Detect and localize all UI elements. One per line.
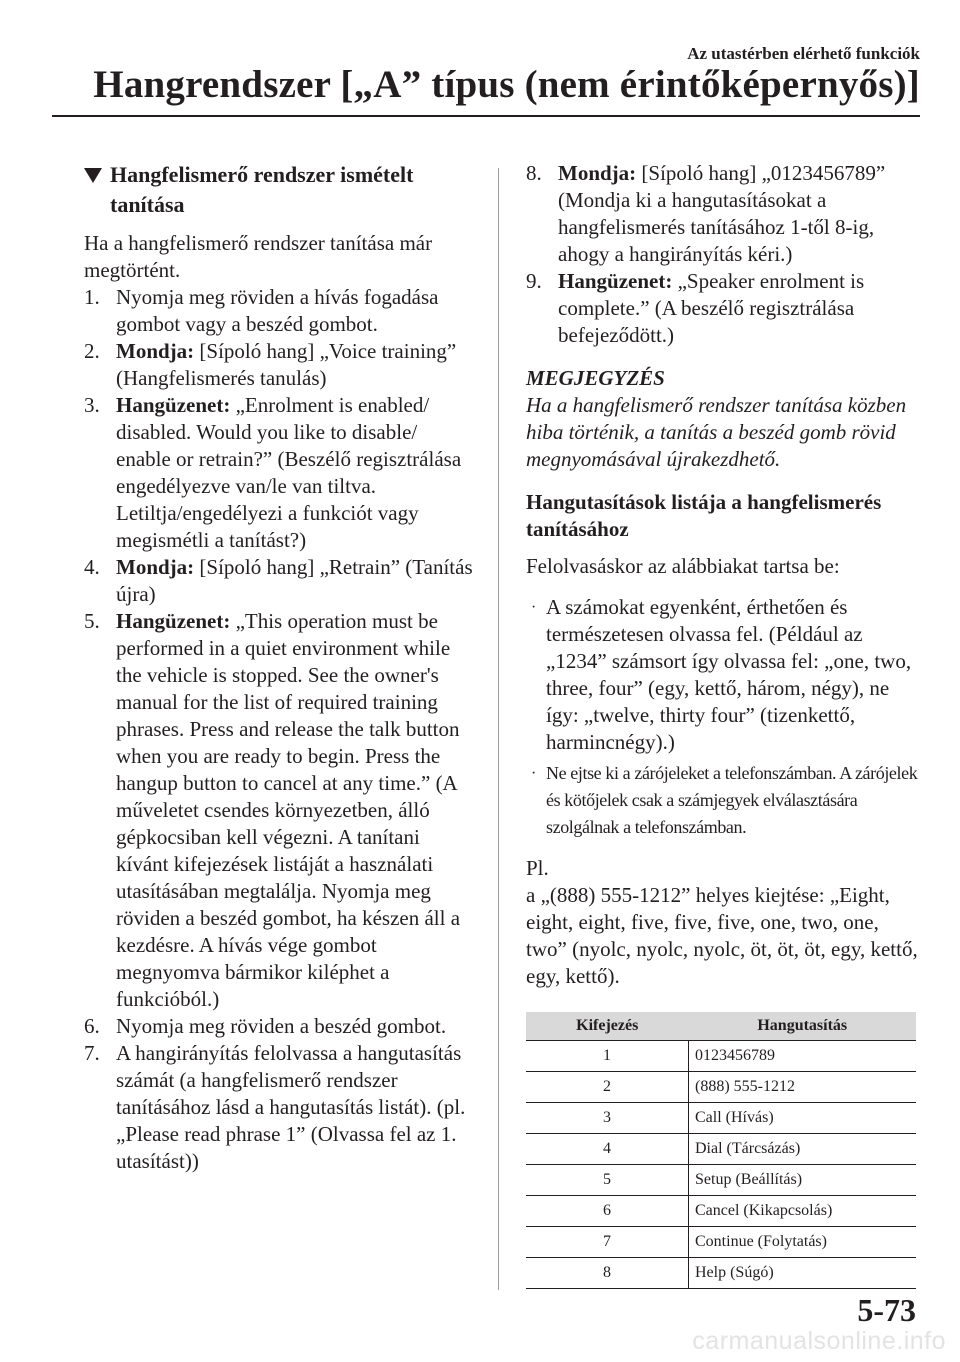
step-number: 2. (84, 339, 100, 363)
step-label: Hangüzenet: (558, 269, 673, 293)
table-cell-phrase: 5 (526, 1165, 689, 1196)
list-heading: Hangutasítások listája a hangfelismerés tanításához (526, 490, 882, 541)
step-item (84, 1040, 474, 1175)
table-cell-command: Help (Súgó) (689, 1258, 917, 1289)
step-number: 5. (84, 609, 100, 633)
step-item (84, 554, 474, 608)
section-heading-line2: tanítása (110, 192, 185, 217)
step-item (526, 160, 918, 268)
table-cell-command: Continue (Folytatás) (689, 1227, 917, 1258)
table-row (526, 1258, 916, 1289)
step-text: „This operation must be performed in a quiet environment while the vehicle is stopped. See the owner's manual for the list of required training phrases. Press and release the talk button when you are ready to begin. Press the hangup button to cancel at any time.” (A műveletet csendes környezetben, álló gépkocsiban kell végezni. A tanítani kívánt kifejezések listáját a használati utasításában megtalálja. Nyomja meg röviden a beszéd gombot, ha készen áll a kezdésre. A hívás vége gombot megnyomva bármikor kiléphet a funkcióból.) (116, 609, 461, 1011)
bullet-dot-icon: · (531, 599, 537, 616)
note-text: Ha a hangfelismerő rendszer tanítása közben hiba történik, a tanítás a beszéd gomb rövid megnyomásával újrakezdhető. (526, 393, 907, 471)
column-divider (498, 168, 499, 1290)
table-cell-command: Setup (Beállítás) (689, 1165, 917, 1196)
table-cell-command: Call (Hívás) (689, 1103, 917, 1134)
table-cell-command: 0123456789 (689, 1041, 917, 1072)
triangle-down-icon (84, 168, 102, 183)
table-cell-command: Cancel (Kikapcsolás) (689, 1196, 917, 1227)
bullet-dot-icon: · (531, 765, 536, 782)
bullet-item (526, 760, 918, 841)
step-text: [Sípoló hang] „Retrain” (Tanítás újra) (116, 555, 473, 606)
step-item (84, 338, 474, 392)
table-row (526, 1134, 916, 1165)
step-item (526, 268, 918, 349)
step-label: Mondja: (116, 555, 195, 579)
step-number: 8. (526, 161, 542, 185)
step-number: 7. (84, 1041, 100, 1065)
reading-intro: Felolvasáskor az alábbiakat tartsa be: (526, 554, 840, 578)
steps-list-right (526, 160, 918, 349)
step-text: [Sípoló hang] „0123456789” (Mondja ki a hangutasításokat a hangfelismerés tanításához 1-től 8-ig, ahogy a hangirányítás kéri.) (558, 161, 886, 266)
example-text: a „(888) 555-1212” helyes kiejtése: „Eight, eight, eight, five, five, five, one, two, one, two” (nyolc, nyolc, nyolc, öt, öt, öt, egy, kettő, egy, kettő). (526, 883, 918, 988)
table-cell-command: Dial (Tárcsázás) (689, 1134, 917, 1165)
table-cell-command: (888) 555-1212 (689, 1072, 917, 1103)
steps-list-left (84, 284, 474, 1175)
step-text: Nyomja meg röviden a beszéd gombot. (116, 1014, 447, 1038)
right-column (526, 160, 918, 1289)
table-row (526, 1227, 916, 1258)
step-label: Hangüzenet: (116, 393, 231, 417)
left-column (84, 160, 474, 1175)
table-cell-phrase: 2 (526, 1072, 689, 1103)
bullet-list (526, 594, 918, 841)
step-label: Hangüzenet: (116, 609, 231, 633)
table-header-phrase: Kifejezés (526, 1012, 689, 1041)
bullet-text: Ne ejtse ki a zárójeleket a telefonszámban. A zárójelek és kötőjelek csak a számjegyek elválasztására szolgálnak a telefonszámban. (546, 763, 918, 837)
bullet-item (526, 594, 918, 756)
step-label: Mondja: (116, 339, 195, 363)
step-item (84, 284, 474, 338)
step-text: „Speaker enrolment is complete.” (A beszélő regisztrálása befejeződött.) (558, 269, 865, 347)
step-text: [Sípoló hang] „Voice training” (Hangfelismerés tanulás) (116, 339, 457, 390)
step-number: 3. (84, 393, 100, 417)
table-row (526, 1165, 916, 1196)
intro-paragraph: Ha a hangfelismerő rendszer tanítása már megtörtént. (84, 231, 433, 282)
step-number: 4. (84, 555, 100, 579)
step-text: Nyomja meg röviden a hívás fogadása gombot vagy a beszéd gombot. (116, 285, 439, 336)
step-item (84, 608, 474, 1013)
page-title: Hangrendszer [„A” típus (nem érintőképernyős)] (93, 63, 920, 106)
section-title: Az utastérben elérhető funkciók (687, 44, 920, 63)
table-header-command: Hangutasítás (689, 1012, 917, 1041)
step-item (84, 392, 474, 554)
watermark: carmanualsonline.info (692, 1327, 946, 1355)
phrase-table (526, 1012, 916, 1289)
step-number: 1. (84, 285, 100, 309)
example-label: Pl. (526, 856, 549, 880)
note-title: MEGJEGYZÉS (526, 366, 665, 390)
table-row (526, 1103, 916, 1134)
step-text: „Enrolment is enabled/ disabled. Would you like to disable/ enable or retrain?” (Beszélő regisztrálása engedélyezve van/le van tiltva. Letiltja/engedélyezi a funkciót vagy megismétli a tanítást?) (116, 393, 462, 552)
step-text: A hangirányítás felolvassa a hangutasítás számát (a hangfelismerő rendszer tanításához lásd a hangutasítás listát). (pl. „Please read phrase 1” (Olvassa fel az 1. utasítást)) (116, 1041, 466, 1173)
table-cell-phrase: 3 (526, 1103, 689, 1134)
table-cell-phrase: 6 (526, 1196, 689, 1227)
page-number: 5-73 (857, 1292, 916, 1328)
table-cell-phrase: 7 (526, 1227, 689, 1258)
step-number: 9. (526, 269, 542, 293)
table-row (526, 1041, 916, 1072)
table-row (526, 1196, 916, 1227)
step-label: Mondja: (558, 161, 637, 185)
bullet-text: A számokat egyenként, érthetően és természetesen olvassa fel. (Például az „1234” számsort így olvassa fel: „one, two, three, four” (egy, kettő, három, négy), ne így: „twelve, thirty four” (tizenkettő, harmincnégy).) (546, 595, 912, 754)
table-cell-phrase: 4 (526, 1134, 689, 1165)
step-number: 6. (84, 1014, 100, 1038)
table-header-row (526, 1012, 916, 1041)
table-cell-phrase: 8 (526, 1258, 689, 1289)
table-row (526, 1072, 916, 1103)
header-divider (52, 115, 920, 117)
section-heading (84, 160, 474, 220)
table-cell-phrase: 1 (526, 1041, 689, 1072)
step-item (84, 1013, 474, 1040)
section-heading-line1: Hangfelismerő rendszer ismételt (110, 162, 414, 187)
